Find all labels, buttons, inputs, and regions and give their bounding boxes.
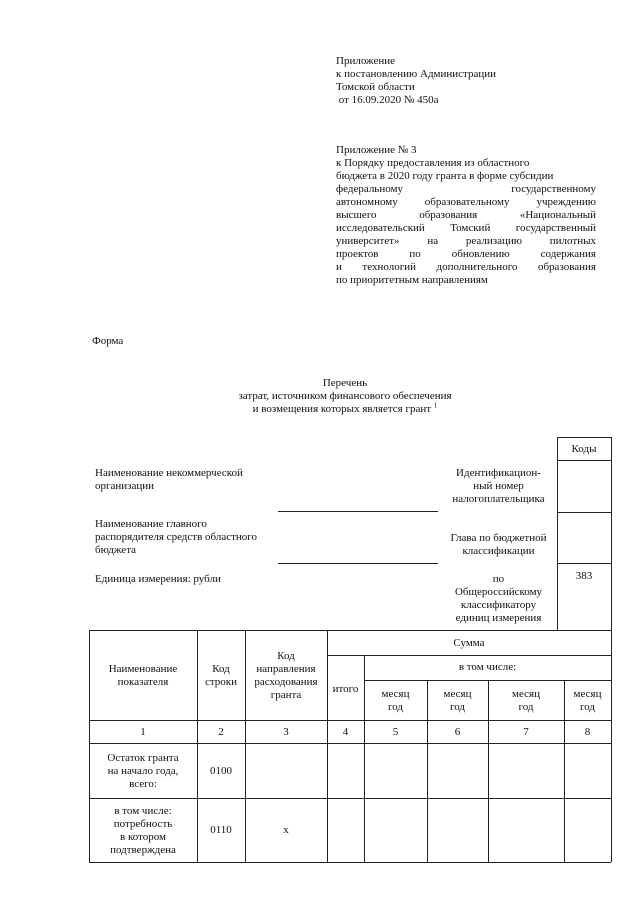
total-header: итого (332, 683, 359, 695)
header-line: месяц (381, 688, 410, 700)
okei-label (440, 573, 557, 625)
column-number: 3 (283, 726, 289, 738)
header-line: год (449, 701, 466, 713)
inn-label (440, 467, 557, 506)
sum-header: Сумма (453, 637, 485, 649)
budget-manager-field (278, 563, 438, 564)
column-number: 2 (218, 726, 224, 738)
including-header: в том числе: (458, 661, 517, 673)
appendix-line: федеральному государственному (336, 183, 596, 195)
row-direction-code: x (283, 824, 289, 836)
appendix-line: высшего образования «Национальный (336, 209, 596, 221)
inn-label-line: налогоплательщика (452, 493, 545, 505)
appendix-line: исследовательский Томский государственный (336, 222, 596, 234)
header-line: месяц (443, 688, 472, 700)
header-line: Код (277, 650, 295, 662)
header-line: от 16.09.2020 № 450а (336, 94, 439, 106)
row-name-line: подтверждена (110, 844, 176, 856)
appendix-line: и технологий дополнительного образования (336, 261, 596, 273)
col-row-code-header (197, 663, 245, 689)
row-code: 0100 (210, 765, 232, 777)
month-year-header (427, 688, 488, 714)
header-line: расходования (254, 676, 318, 688)
column-number: 8 (584, 726, 591, 738)
okei-label-line: единиц измерения (455, 612, 542, 624)
chapter-label-line: классификации (462, 545, 535, 557)
row-name-line: потребность (113, 818, 173, 830)
column-number: 6 (454, 726, 461, 738)
chapter-label-line: Глава по бюджетной (450, 532, 547, 544)
inn-label-line: ный номер (473, 480, 524, 492)
inn-label-line: Идентификацион- (456, 467, 541, 479)
appendix-title: Приложение № 3 (336, 144, 417, 156)
header-line: Приложение (336, 55, 396, 67)
column-number: 4 (342, 726, 349, 738)
appendix-line: проектов по обновлению содержания (336, 248, 596, 260)
title-line (200, 403, 490, 416)
footnote-marker: 1 (433, 401, 438, 410)
row-name-line: Остаток гранта (107, 752, 179, 764)
header-line: Томской области (336, 81, 415, 93)
column-number: 7 (523, 726, 529, 738)
header-line: направления (256, 663, 316, 675)
unit-label: Единица измерения: рубли (95, 573, 221, 585)
header-line: Наименование (108, 663, 178, 675)
row-name-line: в котором (120, 831, 166, 843)
header-line: месяц (573, 688, 602, 700)
appendix-line: бюджета в 2020 году гранта в форме субсидии (336, 170, 554, 182)
form-label: Форма (92, 335, 124, 347)
month-year-header (488, 688, 564, 714)
header-line: показателя (117, 676, 169, 688)
column-number: 5 (392, 726, 399, 738)
header-line: месяц (512, 688, 540, 700)
okei-code: 383 (575, 570, 593, 582)
chapter-label (440, 532, 557, 558)
header-line: Код (212, 663, 230, 675)
row-name-line: на начало года, (107, 765, 179, 777)
header-line: строки (204, 676, 238, 688)
org-name-label (95, 467, 243, 493)
col-direction-code-header (245, 650, 327, 702)
budget-manager-label-line: Наименование главного (95, 518, 207, 530)
row-name-opening-balance (89, 752, 197, 791)
title-line: Перечень (322, 377, 368, 389)
header-line: гранта (270, 689, 302, 701)
header-line: год (387, 701, 404, 713)
row-name-line: в том числе: (114, 805, 172, 817)
org-name-field (278, 511, 438, 512)
header-line: год (579, 701, 596, 713)
row-name-confirmed-need (89, 805, 197, 857)
month-year-header (364, 688, 427, 714)
row-name-line: всего: (129, 778, 157, 790)
okei-label-line: Общероссийскому (454, 586, 543, 598)
header-approval-block (336, 55, 596, 107)
title-line: затрат, источником финансового обеспечения (238, 390, 452, 402)
month-year-header (564, 688, 611, 714)
budget-manager-label-line: распорядителя средств областного (95, 531, 258, 543)
okei-label-line: по (492, 573, 505, 585)
org-name-label-line: Наименование некоммерческой (95, 467, 243, 479)
budget-manager-label (95, 518, 257, 557)
appendix-line: университет» на реализацию пилотных (336, 235, 596, 247)
column-number: 1 (140, 726, 146, 738)
appendix-line: автономному образовательному учреждению (336, 196, 596, 208)
title-text: и возмещения которых является грант (252, 403, 432, 415)
row-code: 0110 (210, 824, 232, 836)
appendix-line: к Порядку предоставления из областного (336, 157, 530, 169)
appendix-line: по приоритетным направлениям (336, 274, 488, 286)
okei-label-line: классификатору (460, 599, 537, 611)
budget-manager-label-line: бюджета (95, 544, 137, 556)
header-line: к постановлению Администрации (336, 68, 497, 80)
codes-header: Коды (571, 443, 597, 455)
org-name-label-line: организации (95, 480, 155, 492)
document-title (200, 377, 490, 416)
col-indicator-name-header (89, 663, 197, 689)
appendix-block (336, 144, 596, 287)
header-line: год (518, 701, 534, 713)
